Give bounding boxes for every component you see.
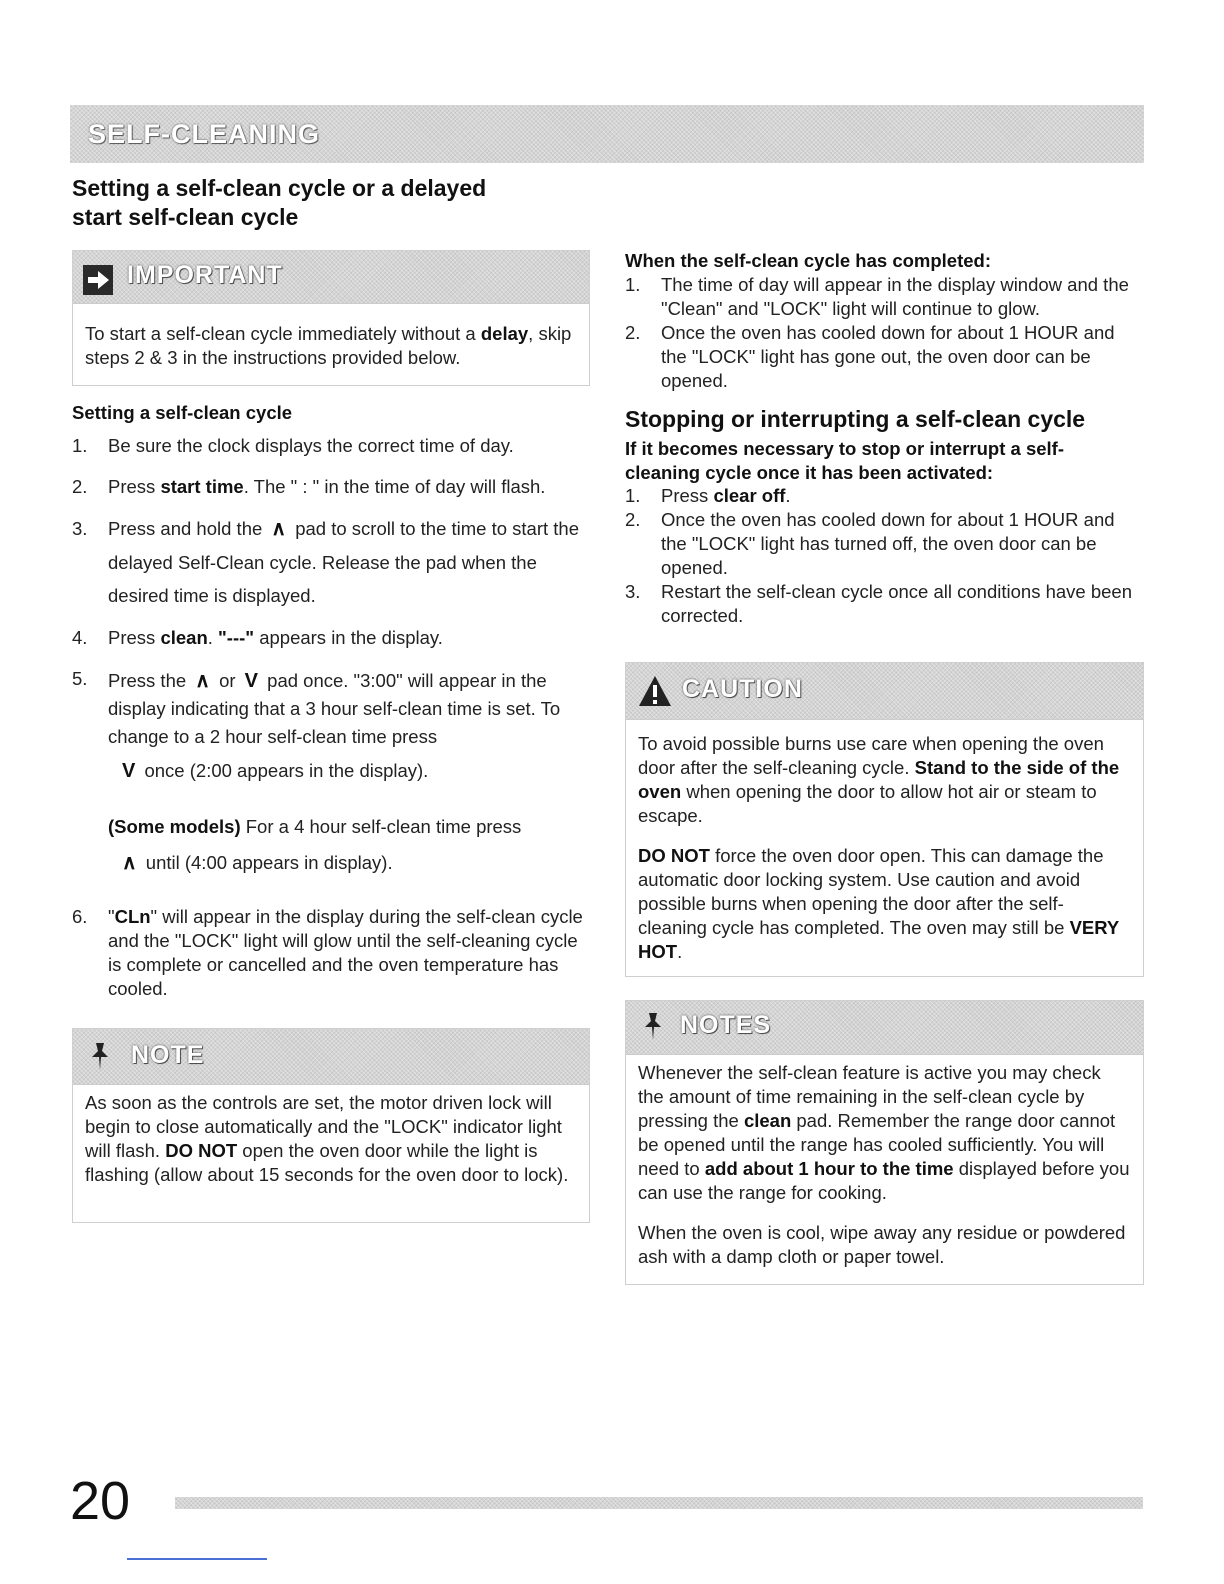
page-number: 20 <box>70 1471 131 1531</box>
list-item: 5. Press the ∧ or V pad once. "3:00" will appear in the display indicating that a 3 hour self-clean time is set. To change to a 2 hour self-clean time press V once (2:00 appears in the display). (Some models) For a 4 hour self-clean time press ∧ until (4:00 appears in display). <box>72 668 561 874</box>
stopping-heading: Stopping or interrupting a self-clean cycle <box>625 406 1086 432</box>
important-text: To start a self-clean cycle immediately without a delay, skip steps 2 & 3 in the instructions provided below. <box>85 323 572 368</box>
note-text: As soon as the controls are set, the motor driven lock will begin to close automatically and the "LOCK" indicator light will flash. DO NOT open the oven door while the light is flashing (allow about 15 seconds for the oven door to lock). <box>85 1092 569 1185</box>
notes-header <box>626 1001 1143 1055</box>
up-arrow-icon: ∧ <box>195 670 210 692</box>
caution-header <box>626 663 1143 720</box>
footer-bar <box>175 1497 1143 1509</box>
list-item: 1. The time of day will appear in the display window and the "Clean" and "LOCK" light will continue to glow. <box>625 274 1129 319</box>
list-item: 3. Press and hold the ∧ pad to scroll to the time to start the delayed Self-Clean cycle. Release the pad when the desired time is displayed. <box>72 518 580 606</box>
notes-box <box>625 1000 1144 1285</box>
stopping-subheading: If it becomes necessary to stop or interrupt a self-cleaning cycle once it has been activated: <box>625 438 1064 483</box>
important-header <box>73 251 589 304</box>
list-item: 1. Press clear off. <box>625 485 791 506</box>
important-title: IMPORTANT <box>127 261 283 289</box>
page-heading: Setting a self-clean cycle or a delayed start self-clean cycle <box>72 175 487 230</box>
warning-icon <box>638 675 672 707</box>
note-header <box>73 1029 589 1085</box>
list-item: 2. Press start time. The " : " in the time of day will flash. <box>72 476 546 497</box>
important-box <box>72 250 590 386</box>
list-item: 2. Once the oven has cooled down for about 1 HOUR and the "LOCK" light has gone out, the oven door can be opened. <box>625 322 1115 391</box>
list-item: 3. Restart the self-clean cycle once all conditions have been corrected. <box>625 581 1132 626</box>
up-arrow-icon: ∧ <box>122 852 137 874</box>
stopping-steps <box>625 484 1140 628</box>
section-title: SELF-CLEANING <box>88 119 320 149</box>
caution-title: CAUTION <box>682 675 803 703</box>
setting-heading: Setting a self-clean cycle <box>72 402 293 423</box>
pushpin-icon <box>87 1041 113 1071</box>
list-item: 4. Press clean. "---" appears in the display. <box>72 627 443 648</box>
notes-title: NOTES <box>680 1011 772 1039</box>
note-box <box>72 1028 590 1223</box>
setting-steps <box>72 434 592 1001</box>
pushpin-icon <box>640 1011 666 1041</box>
list-item: 2. Once the oven has cooled down for about 1 HOUR and the "LOCK" light has turned off, the oven door can be opened. <box>625 509 1115 578</box>
down-arrow-icon: V <box>244 670 259 692</box>
up-arrow-icon: ∧ <box>271 518 287 540</box>
list-item: 1. Be sure the clock displays the correct time of day. <box>72 435 514 456</box>
notes-text: Whenever the self-clean feature is active you may check the amount of time remaining in the self-clean cycle by pressing the clean pad. Remember the range door cannot be opened until the range has cooled sufficiently. You will need to add about 1 hour to the time displayed before you can use the range for cooking. When the oven is cool, wipe away any residue or powdered ash with a damp cloth or paper towel. <box>638 1062 1130 1267</box>
section-banner <box>70 105 1144 163</box>
caution-text: To avoid possible burns use care when opening the oven door after the self-cleaning cycle. Stand to the side of the oven when opening the door to allow hot air or steam to escape. DO NOT force the oven door open. This can damage the automatic door locking system. Use caution and avoid possible burns when opening the door after the self-cleaning cycle has completed. The oven may still be VERY HOT. <box>638 733 1120 962</box>
caution-box <box>625 662 1144 977</box>
completed-heading: When the self-clean cycle has completed: <box>625 250 991 271</box>
list-item: 6. "CLn" will appear in the display during the self-clean cycle and the "LOCK" light will glow until the self-cleaning cycle is complete or cancelled and the oven temperature has cooled. <box>72 906 583 999</box>
footer-rule <box>127 1558 267 1560</box>
completed-steps <box>625 273 1140 393</box>
note-title: NOTE <box>131 1041 205 1069</box>
arrow-right-icon <box>83 265 113 295</box>
down-arrow-icon: V <box>122 760 136 782</box>
